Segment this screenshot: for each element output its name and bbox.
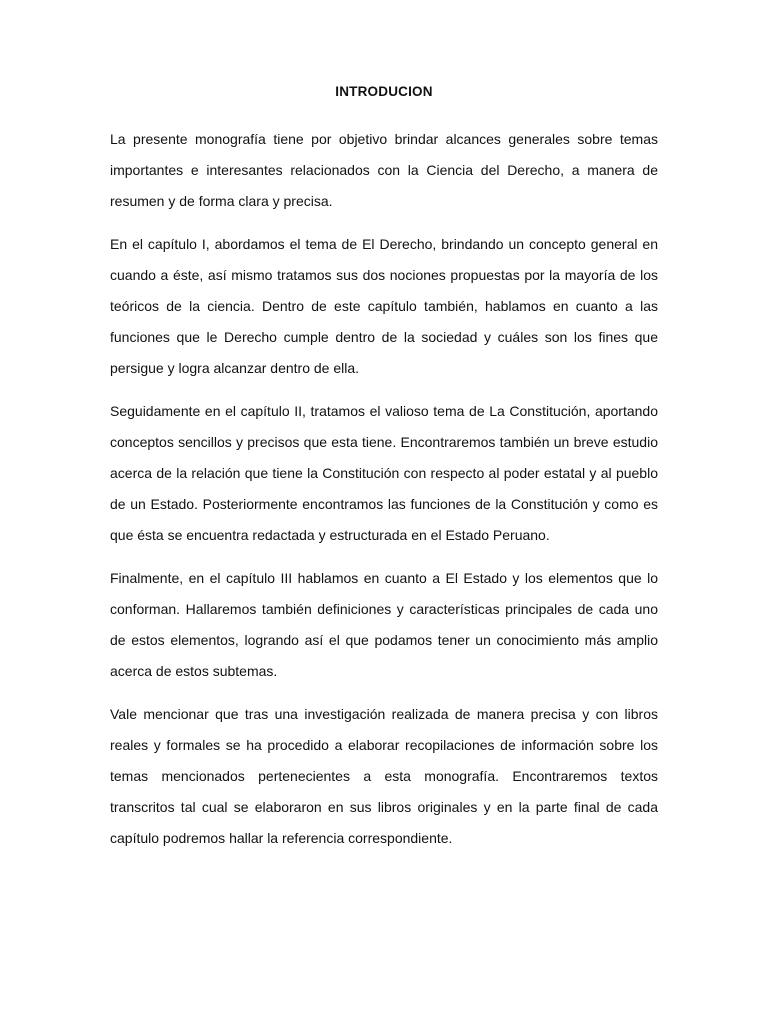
document-title: INTRODUCION [335,84,433,99]
paragraph-intro: La presente monografía tiene por objetivo brindar alcances generales sobre temas importantes e interesantes relacionados con la Ciencia del Derecho, a manera de resumen y de forma clara y precisa. [110,131,658,209]
paragraph-chapter-1: En el capítulo I, abordamos el tema de El Derecho, brindando un concepto general en cuando a éste, así mismo tratamos sus dos nociones propuestas por la mayoría de los teóricos de la ciencia. Dentro de este capítulo también, hablamos en cuanto a las funciones que le Derecho cumple dentro de la sociedad y cuáles son los fines que persigue y logra alcanzar dentro de ella. [110,236,658,376]
paragraph-closing: Vale mencionar que tras una investigación realizada de manera precisa y con libros reales y formales se ha procedido a elaborar recopilaciones de información sobre los temas mencionados pertenecientes a esta monografía. Encontraremos textos transcritos tal cual se elaboraron en sus libros originales y en la parte final de cada capítulo podremos hallar la referencia correspondiente. [110,706,658,846]
document-body [110,124,658,866]
paragraph-chapter-3: Finalmente, en el capítulo III hablamos en cuanto a El Estado y los elementos que lo conforman. Hallaremos también definiciones y características principales de cada uno de estos elementos, logrando así el que podamos tener un conocimiento más amplio acerca de estos subtemas. [110,570,658,679]
paragraph-chapter-2: Seguidamente en el capítulo II, tratamos el valioso tema de La Constitución, aportando conceptos sencillos y precisos que esta tiene. Encontraremos también un breve estudio acerca de la relación que tiene la Constitución con respecto al poder estatal y al pueblo de un Estado. Posteriormente encontramos las funciones de la Constitución y como es que ésta se encuentra redactada y estructurada en el Estado Peruano. [110,403,658,543]
